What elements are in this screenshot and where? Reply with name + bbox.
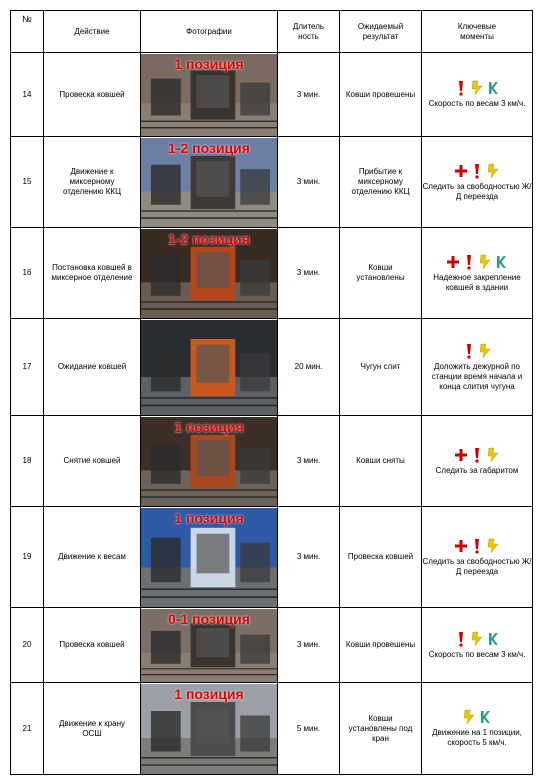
duration-cell: 3 мин.	[278, 228, 340, 319]
lightning-icon	[487, 447, 499, 463]
key-point-text: Надежное закрепление ковшей в здании	[433, 272, 521, 292]
position-label: 1-2 позиция	[168, 139, 250, 156]
header-photos: Фотографии	[141, 11, 278, 53]
result-cell: Провеска ковшей	[340, 507, 422, 608]
key-point-text: Следить за свободностью Ж/Д переезда	[422, 556, 532, 576]
key-points-cell	[422, 319, 533, 416]
position-label: 1 позиция	[174, 685, 244, 702]
table-row	[11, 416, 533, 507]
key-icons	[422, 80, 532, 96]
result-cell: Ковши установлены под кран	[340, 683, 422, 775]
key-icons	[422, 163, 532, 179]
duration-cell: 3 мин.	[278, 416, 340, 507]
exclamation-icon	[455, 631, 467, 647]
key-points-cell	[422, 507, 533, 608]
action-cell: Движение к весам	[44, 507, 141, 608]
result-cell: Прибытие к миксерному отделению ККЦ	[340, 137, 422, 228]
duration-cell: 3 мин.	[278, 608, 340, 683]
action-cell: Движение к крану ОСШ	[44, 683, 141, 775]
key-points-cell	[422, 53, 533, 137]
photo-cell	[141, 507, 278, 608]
operation-photo	[141, 320, 277, 415]
k-icon	[487, 631, 499, 647]
key-points-cell	[422, 683, 533, 775]
row-number: 15	[11, 137, 44, 228]
row-number: 16	[11, 228, 44, 319]
key-point-text: Скорость по весам 3 км/ч.	[428, 649, 526, 659]
table-row	[11, 137, 533, 228]
table-row	[11, 608, 533, 683]
photo-cell	[141, 683, 278, 775]
header-action: Действие	[44, 11, 141, 53]
exclamation-icon	[463, 343, 475, 359]
exclamation-icon	[471, 447, 483, 463]
cross-icon	[455, 163, 467, 179]
lightning-icon	[463, 709, 475, 725]
cross-icon	[455, 447, 467, 463]
cross-icon	[455, 538, 467, 554]
key-icons	[422, 254, 532, 270]
k-icon	[495, 254, 507, 270]
action-cell: Снятие ковшей	[44, 416, 141, 507]
key-point-text: Движение на 1 позиции, скорость 5 км/ч.	[432, 728, 522, 747]
photo-cell	[141, 137, 278, 228]
action-cell: Провеска ковшей	[44, 53, 141, 137]
position-label: 1 позиция	[174, 55, 244, 72]
action-cell: Ожидание ковшей	[44, 319, 141, 416]
key-points-cell	[422, 416, 533, 507]
row-number: 20	[11, 608, 44, 683]
photo-cell	[141, 608, 278, 683]
photo-cell	[141, 53, 278, 137]
exclamation-icon	[471, 538, 483, 554]
operations-table	[10, 10, 533, 775]
key-point-text: Скорость по весам 3 км/ч.	[428, 99, 526, 108]
lightning-icon	[479, 343, 491, 359]
lightning-icon	[487, 163, 499, 179]
key-icons	[422, 343, 532, 359]
lightning-icon	[471, 631, 483, 647]
photo-cell	[141, 319, 278, 416]
exclamation-icon	[463, 254, 475, 270]
action-cell: Постановка ковшей в миксерное отделение	[44, 228, 141, 319]
header-expected: Ожидаемый результат	[340, 11, 422, 53]
action-cell: Движение к миксерному отделению ККЦ	[44, 137, 141, 228]
result-cell: Ковши провешены	[340, 608, 422, 683]
k-icon	[487, 80, 499, 96]
key-icons	[422, 538, 532, 554]
header-row	[11, 11, 533, 53]
result-cell: Ковши провешены	[340, 53, 422, 137]
row-number: 21	[11, 683, 44, 775]
position-label: 1 позиция	[174, 418, 244, 435]
row-number: 18	[11, 416, 44, 507]
position-label: 1 позиция	[174, 509, 244, 526]
action-cell: Провеска ковшей	[44, 608, 141, 683]
duration-cell: 3 мин.	[278, 507, 340, 608]
key-points-cell	[422, 228, 533, 319]
key-point-text: Доложить дежурной по станции время начала и конца слития чугуна	[431, 361, 523, 391]
key-point-text: Следить за свободностью Ж/Д переезда	[422, 181, 532, 201]
table-row	[11, 683, 533, 775]
header-duration: Длитель ность	[278, 11, 340, 53]
k-icon	[479, 709, 491, 725]
exclamation-icon	[455, 80, 467, 96]
row-number: 14	[11, 53, 44, 137]
exclamation-icon	[471, 163, 483, 179]
photo-cell	[141, 416, 278, 507]
result-cell: Ковши сняты	[340, 416, 422, 507]
key-points-cell	[422, 608, 533, 683]
duration-cell: 3 мин.	[278, 137, 340, 228]
cross-icon	[447, 254, 459, 270]
key-icons	[422, 631, 532, 647]
position-label: 1-2 позиция	[168, 230, 250, 247]
key-point-text: Следить за габаритом	[435, 465, 519, 475]
key-icons	[422, 709, 532, 725]
key-points-cell	[422, 137, 533, 228]
lightning-icon	[487, 538, 499, 554]
lightning-icon	[471, 80, 483, 96]
table-row	[11, 228, 533, 319]
report-sheet	[10, 10, 532, 775]
key-icons	[422, 447, 532, 463]
result-cell: Чугун слит	[340, 319, 422, 416]
table-row	[11, 53, 533, 137]
header-num: №	[11, 11, 44, 53]
duration-cell: 5 мин.	[278, 683, 340, 775]
row-number: 17	[11, 319, 44, 416]
duration-cell: 20 мин.	[278, 319, 340, 416]
lightning-icon	[479, 254, 491, 270]
row-number: 19	[11, 507, 44, 608]
duration-cell: 3 мин.	[278, 53, 340, 137]
header-key-points: Ключевые моменты	[422, 11, 533, 53]
result-cell: Ковши установлены	[340, 228, 422, 319]
position-label: 0-1 позиция	[168, 610, 250, 627]
table-row	[11, 319, 533, 416]
table-row	[11, 507, 533, 608]
photo-cell	[141, 228, 278, 319]
